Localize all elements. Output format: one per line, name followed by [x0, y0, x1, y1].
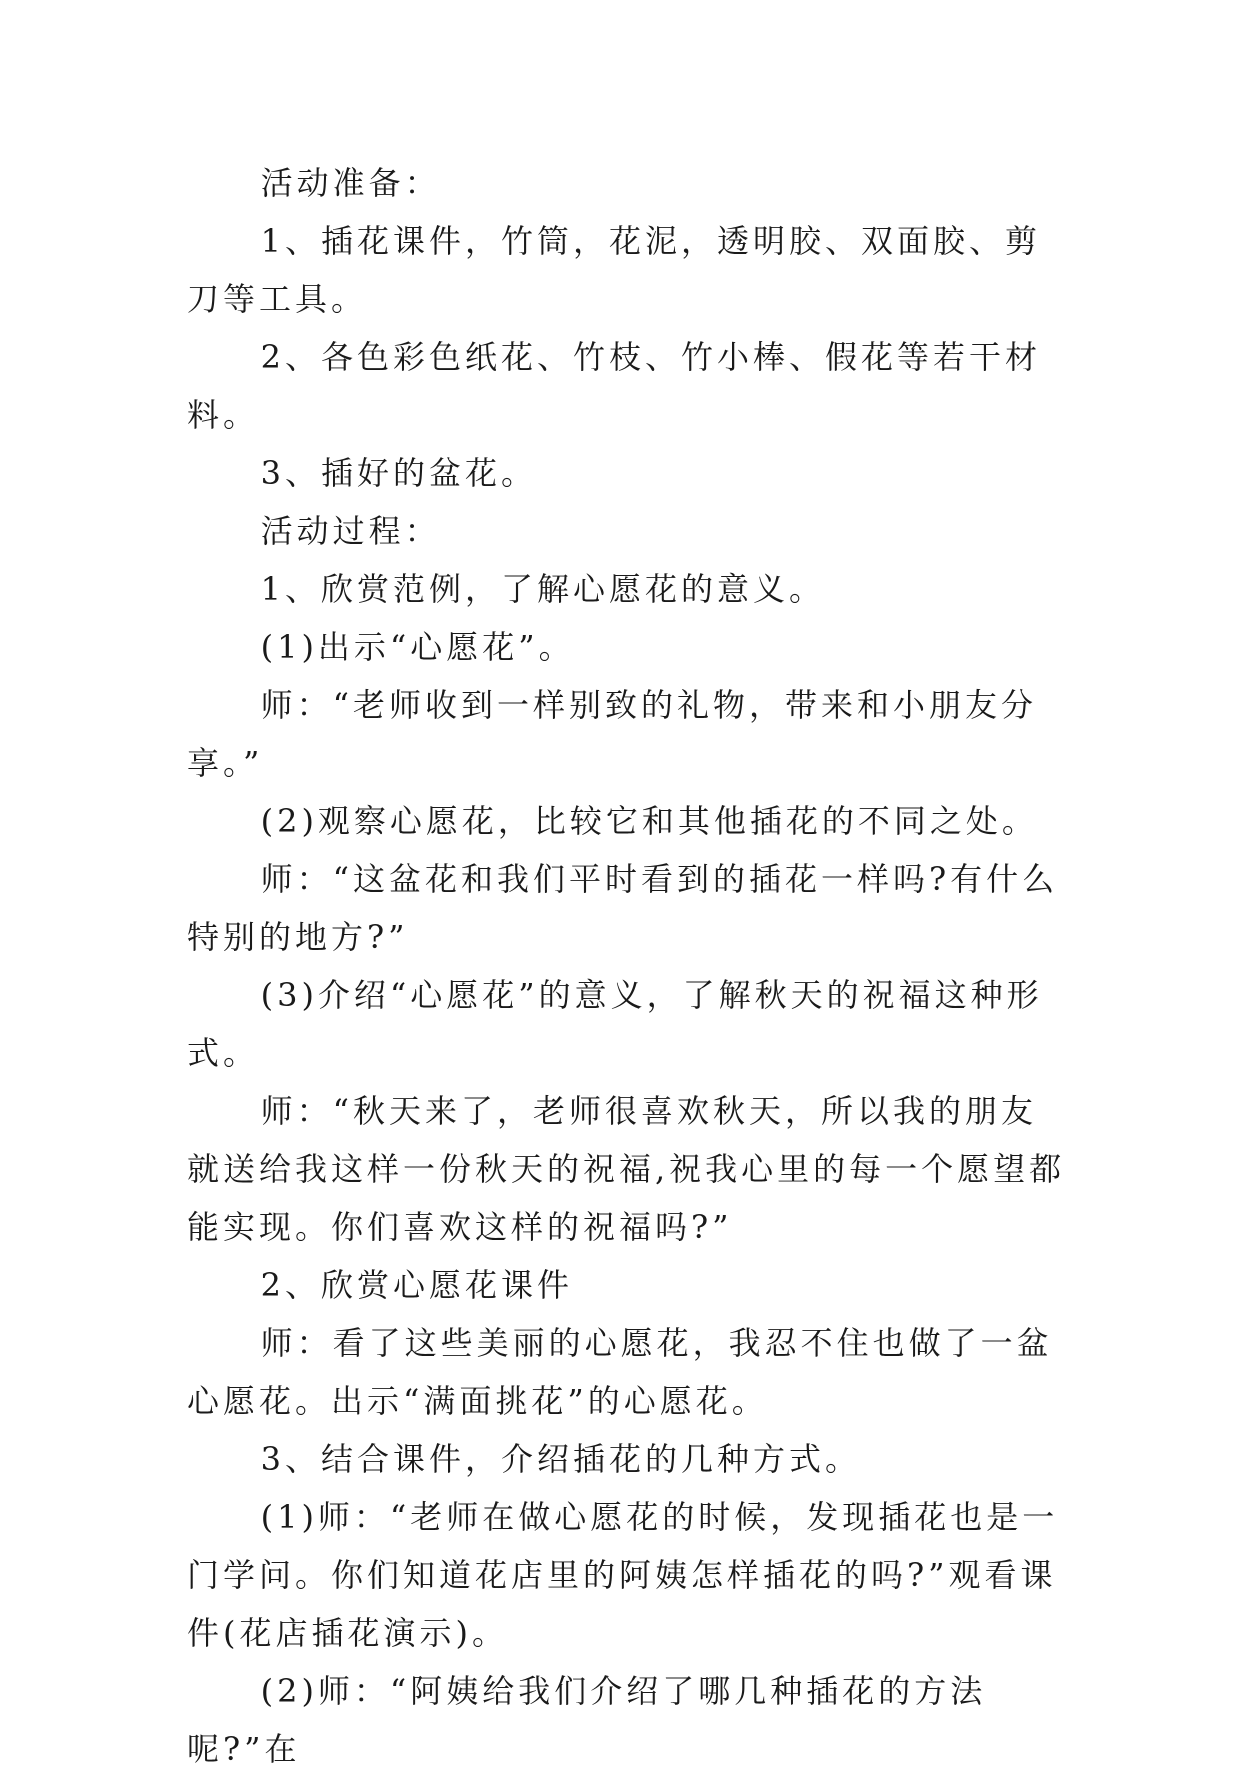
paragraph: 1、欣赏范例，了解心愿花的意义。	[260, 570, 825, 608]
paragraph: 3、结合课件，介绍插花的几种方式。	[260, 1440, 861, 1478]
paragraph: 师：“这盆花和我们平时看到的插花一样吗?有什么特别的地方?”	[187, 860, 1059, 956]
paragraph: 师：“老师收到一样别致的礼物，带来和小朋友分享。”	[187, 686, 1037, 782]
paragraph: 师：看了这些美丽的心愿花，我忍不住也做了一盆心愿花。出示“满面挑花”的心愿花。	[187, 1324, 1053, 1420]
paragraph: (2)师：“阿姨给我们介绍了哪几种插花的方法呢?”在	[187, 1672, 987, 1768]
section-heading-process: 活动过程：	[260, 512, 441, 550]
paragraph: (1)出示“心愿花”。	[260, 628, 575, 666]
paragraph: 3、插好的盆花。	[260, 454, 537, 492]
paragraph: (2)观察心愿花，比较它和其他插花的不同之处。	[260, 802, 1038, 840]
paragraph: 师：“秋天来了，老师很喜欢秋天，所以我的朋友就送给我这样一份秋天的祝福,祝我心里的每一个愿望都能实现。你们喜欢这样的祝福吗?”	[187, 1092, 1066, 1246]
paragraph: (1)师：“老师在做心愿花的时候，发现插花也是一门学问。你们知道花店里的阿姨怎样插花的吗?”观看课件(花店插花演示)。	[187, 1498, 1059, 1652]
document-body	[187, 154, 1067, 1778]
paragraph: 2、各色彩色纸花、竹枝、竹小棒、假花等若干材料。	[187, 338, 1041, 434]
paragraph: (3)介绍“心愿花”的意义，了解秋天的祝福这种形式。	[187, 976, 1043, 1072]
section-heading-preparation: 活动准备：	[260, 164, 441, 202]
paragraph: 2、欣赏心愿花课件	[260, 1266, 573, 1304]
paragraph: 1、插花课件，竹筒，花泥，透明胶、双面胶、剪刀等工具。	[187, 222, 1041, 318]
